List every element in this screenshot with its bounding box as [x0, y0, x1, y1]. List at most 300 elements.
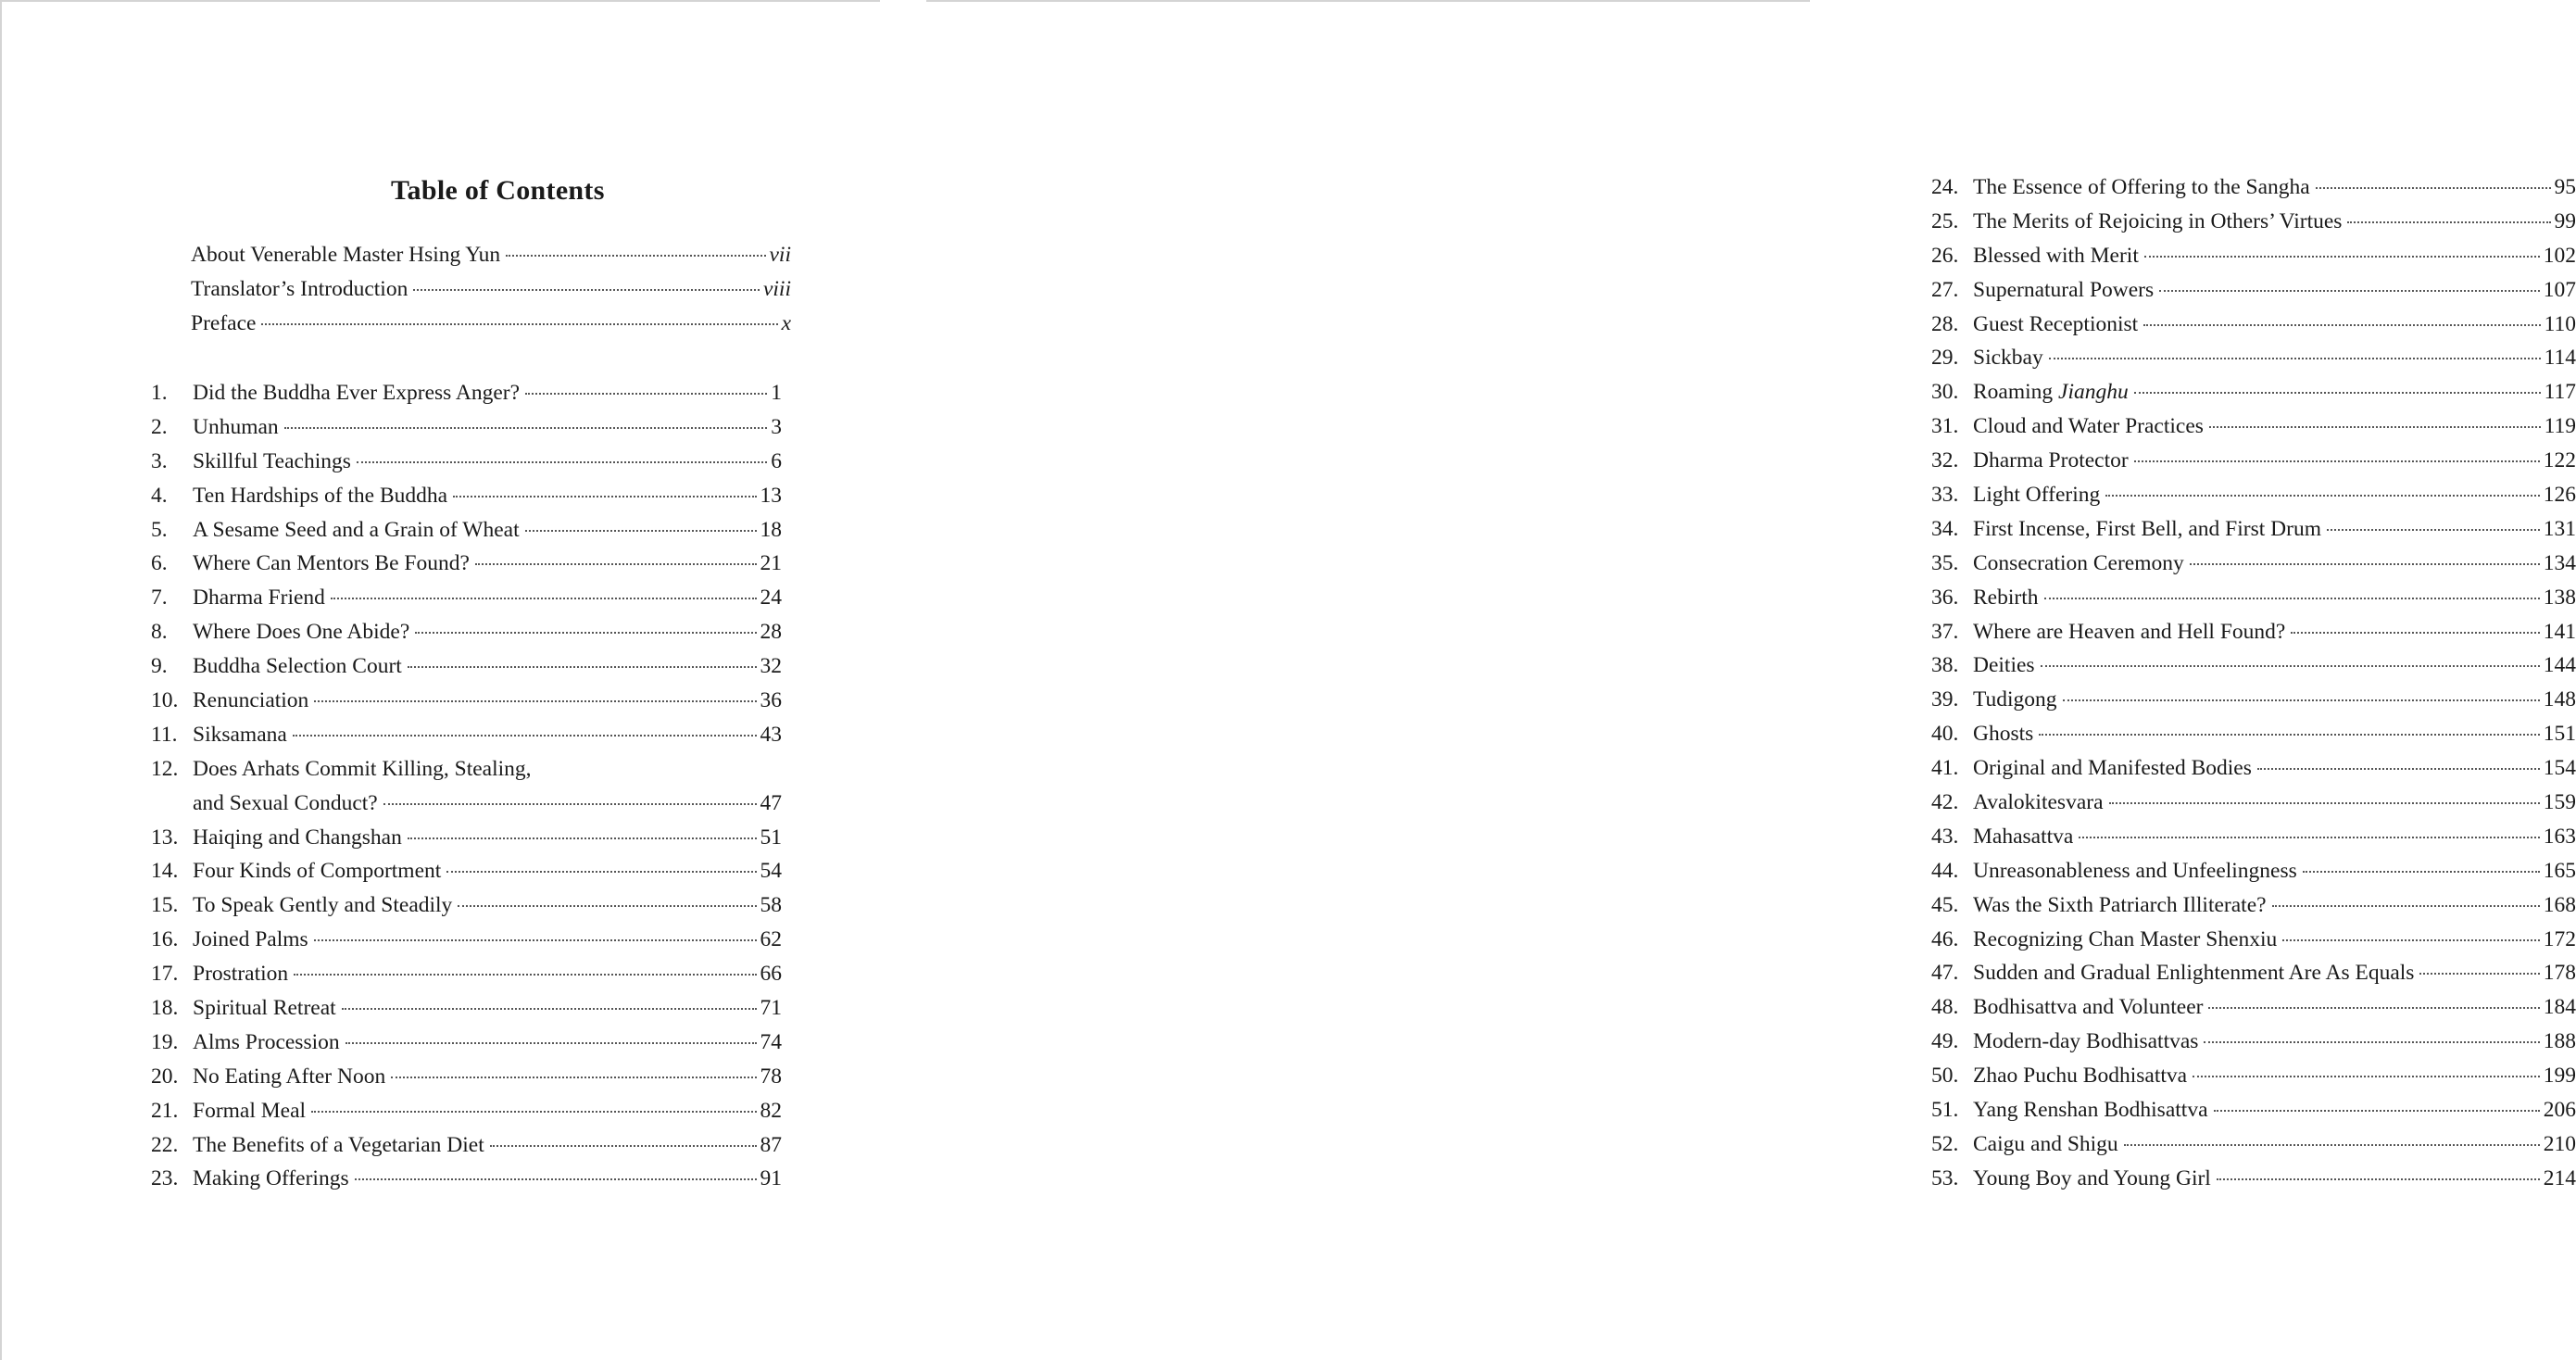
dot-leader: [2282, 939, 2539, 941]
entry-title-text: Mahasattva: [1973, 824, 2074, 849]
dot-leader: [261, 323, 777, 325]
dot-leader: [408, 837, 757, 839]
entry-title-text: Deities: [1973, 653, 2035, 678]
chapter-list-left: [151, 381, 782, 1201]
toc-entry[interactable]: [1931, 414, 2576, 448]
entry-title: [193, 449, 351, 474]
dot-leader: [342, 1008, 757, 1010]
page-number: 117: [2544, 380, 2576, 405]
toc-entry[interactable]: [1931, 244, 2576, 278]
dot-leader: [2134, 460, 2540, 462]
page-number: 28: [760, 620, 782, 645]
entry-title-text: Dharma Friend: [193, 586, 325, 611]
dot-leader: [453, 496, 756, 497]
toc-entry[interactable]: [1931, 893, 2576, 927]
toc-entry[interactable]: [151, 1030, 782, 1064]
page-number: 99: [2554, 208, 2576, 233]
entry-number: 26.: [1931, 243, 1959, 268]
page-number: 87: [760, 1132, 782, 1157]
entry-number: 22.: [151, 1132, 179, 1157]
entry-title: [193, 518, 520, 543]
entry-title: [1973, 995, 2203, 1020]
dot-leader: [2044, 598, 2540, 599]
entry-number: 47.: [1931, 961, 1959, 986]
entry-title-text: No Eating After Noon: [193, 1064, 386, 1089]
entry-title: [1973, 1098, 2208, 1123]
page-number: 154: [2543, 756, 2576, 781]
page-number: 178: [2543, 961, 2576, 986]
entry-title-text: Roaming: [1973, 380, 2059, 405]
entry-number: 39.: [1931, 687, 1959, 712]
page-number: 122: [2543, 448, 2576, 473]
entry-number: 43.: [1931, 824, 1959, 849]
entry-title-text: Young Boy and Young Girl: [1973, 1165, 2211, 1190]
entry-title-text: Rebirth: [1973, 585, 2039, 610]
entry-number: 37.: [1931, 619, 1959, 644]
dot-leader: [2143, 324, 2540, 326]
page-number: 131: [2543, 516, 2576, 541]
toc-entry[interactable]: [151, 415, 782, 449]
dot-leader: [2208, 1007, 2539, 1009]
entry-number: 15.: [151, 893, 179, 918]
entry-title-text: Ghosts: [1973, 722, 2034, 747]
toc-entry[interactable]: [1931, 175, 2576, 209]
entry-title-text: Renunciation: [193, 688, 309, 713]
page-number: vii: [769, 243, 791, 267]
dot-leader: [311, 1111, 756, 1113]
dot-leader: [346, 1042, 757, 1044]
toc-entry[interactable]: [1931, 859, 2576, 893]
entry-title: [193, 1099, 306, 1124]
entry-title: [1973, 859, 2297, 884]
dot-leader: [2079, 837, 2539, 838]
toc-entry[interactable]: [151, 893, 782, 927]
entry-title-text: Haiqing and Changshan: [193, 825, 402, 850]
page-number: 159: [2543, 790, 2576, 815]
page-number: 74: [760, 1029, 782, 1054]
entry-title-text: Four Kinds of Comportment: [193, 859, 442, 884]
entry-title: About Venerable Master Hsing Yun: [191, 243, 501, 267]
entry-title: [1973, 312, 2138, 337]
entry-title-text: Ten Hardships of the Buddha: [193, 483, 448, 508]
page-number: x: [781, 310, 791, 335]
entry-number: 51.: [1931, 1098, 1959, 1123]
entry-number: 27.: [1931, 277, 1959, 302]
toc-entry[interactable]: [151, 962, 782, 996]
entry-title-text: The Essence of Offering to the Sangha: [1973, 175, 2310, 199]
toc-entry[interactable]: [151, 449, 782, 484]
dot-leader: [2134, 392, 2541, 394]
entry-title: [193, 1064, 385, 1089]
entry-number: 18.: [151, 996, 179, 1021]
entry-title: [1973, 551, 2184, 576]
entry-title: Preface: [191, 310, 257, 335]
toc-entry[interactable]: [151, 859, 782, 893]
toc-entry[interactable]: [1931, 995, 2576, 1029]
toc-entry[interactable]: [1931, 1166, 2576, 1201]
toc-entry[interactable]: [151, 1099, 782, 1133]
page-number: 36: [760, 688, 782, 713]
entry-title: [1973, 687, 2057, 712]
right-page: [926, 0, 2576, 1360]
entry-title-text: Unhuman: [193, 414, 279, 439]
entry-title: [193, 415, 279, 440]
page-title: Table of Contents: [391, 175, 605, 206]
toc-entry[interactable]: [1931, 722, 2576, 756]
entry-title: [1973, 825, 2073, 850]
entry-title-text: Alms Procession: [193, 1029, 340, 1054]
dot-leader: [314, 700, 756, 702]
entry-title: [193, 484, 447, 509]
page-number: 21: [760, 551, 782, 576]
page-number: 18: [760, 517, 782, 542]
entry-title: [1973, 448, 2129, 473]
dot-leader: [490, 1145, 757, 1147]
entry-title: [1973, 209, 2342, 234]
entry-title: [1973, 244, 2139, 269]
toc-entry[interactable]: [1931, 687, 2576, 722]
entry-title-text: Joined Palms: [193, 927, 308, 952]
entry-title-text: Prostration: [193, 962, 289, 987]
entry-title-text: Consecration Ceremony: [1973, 550, 2184, 575]
dot-leader: [446, 871, 756, 873]
dot-leader: [314, 939, 757, 941]
entry-title-text: Skillful Teachings: [193, 448, 351, 473]
entry-number: 30.: [1931, 380, 1959, 405]
dot-leader: [2419, 973, 2539, 975]
page-number: 134: [2543, 550, 2576, 575]
entry-title: [1973, 278, 2154, 303]
page-number: 43: [760, 722, 782, 747]
toc-entry[interactable]: [151, 723, 782, 757]
entry-number: 44.: [1931, 858, 1959, 883]
toc-entry[interactable]: [1931, 927, 2576, 962]
entry-number: 13.: [151, 825, 179, 850]
dot-leader: [2063, 699, 2540, 701]
entry-title-text: Dharma Protector: [1973, 448, 2129, 473]
toc-entry[interactable]: [151, 927, 782, 962]
entry-title: [193, 859, 441, 884]
page-number: 119: [2544, 414, 2576, 439]
toc-entry[interactable]: [151, 484, 782, 518]
toc-entry[interactable]: [1931, 517, 2576, 551]
entry-title-text: Was the Sixth Patriarch Illiterate?: [1973, 892, 2267, 917]
toc-entry[interactable]: [151, 586, 782, 620]
entry-number: 11.: [151, 722, 178, 747]
page-number: 47: [760, 790, 782, 815]
entry-title-text: Making Offerings: [193, 1166, 349, 1191]
entry-title-text: Cloud and Water Practices: [1973, 414, 2204, 439]
entry-title: [193, 620, 409, 645]
toc-entry[interactable]: [151, 1166, 782, 1201]
page-number: 3: [771, 414, 782, 439]
entry-title-text: Yang Renshan Bodhisattva: [1973, 1098, 2208, 1123]
toc-entry[interactable]: [151, 620, 782, 654]
entry-title-continued: and Sexual Conduct?: [193, 790, 378, 815]
entry-title: [1973, 586, 2039, 611]
entry-title-text: To Speak Gently and Steadily: [193, 893, 453, 918]
dot-leader: [2193, 1076, 2540, 1077]
toc-entry[interactable]: [151, 518, 782, 552]
page-number: 71: [760, 996, 782, 1021]
page-number: 54: [760, 859, 782, 884]
page-number: 165: [2543, 858, 2576, 883]
left-page: [0, 0, 880, 1360]
entry-number: 50.: [1931, 1064, 1959, 1089]
page-number: 110: [2544, 311, 2576, 336]
toc-entry[interactable]: [151, 654, 782, 688]
page-number: 82: [760, 1098, 782, 1123]
toc-entry[interactable]: [1931, 380, 2576, 414]
page-number: 51: [760, 825, 782, 850]
page-number: viii: [762, 276, 791, 301]
toc-entry[interactable]: [191, 311, 791, 346]
entry-title: [1973, 1132, 2118, 1157]
toc-entry[interactable]: [151, 757, 782, 791]
entry-number: 46.: [1931, 926, 1959, 951]
entry-number: 4.: [151, 483, 168, 508]
toc-entry[interactable]: [1931, 961, 2576, 995]
entry-title: [1973, 1029, 2198, 1054]
toc-entry[interactable]: [151, 825, 782, 860]
dot-leader: [2190, 563, 2540, 565]
toc-entry[interactable]: [1931, 1132, 2576, 1166]
dot-leader: [2214, 1110, 2540, 1112]
entry-title-text: Spiritual Retreat: [193, 996, 336, 1021]
toc-entry[interactable]: [151, 688, 782, 723]
toc-entry[interactable]: [151, 551, 782, 586]
entry-number: 28.: [1931, 311, 1959, 336]
entry-number: 34.: [1931, 516, 1959, 541]
toc-entry[interactable]: [1931, 586, 2576, 620]
entry-number: 14.: [151, 859, 179, 884]
page-number: 126: [2543, 483, 2576, 508]
page-number: 144: [2543, 653, 2576, 678]
dot-leader: [506, 255, 765, 257]
page-number: 91: [760, 1166, 782, 1191]
dot-leader: [2327, 529, 2540, 531]
toc-entry[interactable]: [1931, 620, 2576, 654]
entry-title: [1973, 927, 2277, 952]
toc-entry[interactable]: [151, 1064, 782, 1099]
page-number: 206: [2543, 1098, 2576, 1123]
entry-number: 20.: [151, 1064, 179, 1089]
dot-leader: [294, 974, 756, 976]
dot-leader: [2124, 1144, 2540, 1146]
entry-title-text: Light Offering: [1973, 483, 2101, 508]
entry-number: 31.: [1931, 414, 1959, 439]
entry-number: 38.: [1931, 653, 1959, 678]
entry-number: 12.: [151, 756, 179, 781]
dot-leader: [2303, 871, 2540, 873]
dot-leader: [2105, 495, 2539, 497]
toc-entry[interactable]: [1931, 1098, 2576, 1132]
toc-entry[interactable]: [1931, 483, 2576, 517]
page-number: 141: [2543, 619, 2576, 644]
page-number: 184: [2543, 995, 2576, 1020]
entry-number: 24.: [1931, 175, 1959, 199]
page-number: 199: [2543, 1064, 2576, 1089]
entry-title-text: Tudigong: [1973, 687, 2057, 712]
page-number: 151: [2543, 722, 2576, 747]
entry-title-text: Buddha Selection Court: [193, 654, 402, 679]
entry-title-text: Recognizing Chan Master Shenxiu: [1973, 926, 2278, 951]
page-number: 13: [760, 483, 782, 508]
entry-number: 5.: [151, 517, 168, 542]
entry-title: [193, 551, 470, 576]
entry-number: 40.: [1931, 722, 1959, 747]
entry-title: [1973, 620, 2285, 645]
dot-leader: [408, 666, 757, 668]
entry-title-text: Avalokitesvara: [1973, 790, 2104, 815]
entry-title: [1973, 380, 2129, 405]
page-number: 138: [2543, 585, 2576, 610]
page-number: 62: [760, 927, 782, 952]
dot-leader: [413, 289, 760, 291]
entry-number: 45.: [1931, 892, 1959, 917]
toc-entry[interactable]: [151, 996, 782, 1030]
dot-leader: [525, 530, 757, 532]
entry-title: [1973, 1064, 2187, 1089]
entry-number: 33.: [1931, 483, 1959, 508]
dot-leader: [284, 427, 768, 429]
toc-entry[interactable]: [1931, 1064, 2576, 1098]
toc-entry[interactable]: [1931, 346, 2576, 380]
dot-leader: [355, 1178, 757, 1180]
toc-entry[interactable]: [151, 381, 782, 415]
dot-leader: [2316, 187, 2551, 189]
entry-title: [193, 381, 520, 406]
toc-entry[interactable]: [1931, 825, 2576, 859]
entry-number: 9.: [151, 654, 168, 679]
entry-number: 8.: [151, 620, 168, 645]
dot-leader: [2291, 632, 2539, 634]
page-number: 78: [760, 1064, 782, 1089]
toc-entry[interactable]: [1931, 551, 2576, 586]
dot-leader: [2209, 426, 2541, 428]
page-number: 1: [771, 381, 782, 405]
entry-title: [1973, 346, 2043, 371]
entry-title: [193, 962, 288, 987]
toc-entry[interactable]: [1931, 756, 2576, 790]
entry-title-text: Original and Manifested Bodies: [1973, 756, 2252, 781]
entry-number: 52.: [1931, 1131, 1959, 1156]
entry-title-text: Did the Buddha Ever Express Anger?: [193, 381, 521, 405]
entry-title: [1973, 517, 2321, 542]
entry-title: [1973, 483, 2100, 508]
dot-leader: [391, 1077, 756, 1078]
toc-entry[interactable]: [1931, 1029, 2576, 1064]
entry-number: 10.: [151, 688, 179, 713]
page-number: 66: [760, 962, 782, 987]
entry-title-text: Caigu and Shigu: [1973, 1131, 2118, 1156]
page-number: 58: [760, 893, 782, 918]
entry-title-italic: Jianghu: [2058, 380, 2129, 405]
page-number: 210: [2543, 1131, 2576, 1156]
entry-number: 53.: [1931, 1165, 1959, 1190]
dot-leader: [2272, 905, 2540, 907]
entry-title-text: Zhao Puchu Bodhisattva: [1973, 1064, 2188, 1089]
toc-entry[interactable]: [1931, 278, 2576, 312]
entry-title: [1973, 790, 2104, 815]
entry-title: Does Arhats Commit Killing, Stealing,: [193, 756, 532, 781]
entry-title-text: Formal Meal: [193, 1098, 307, 1123]
dot-leader: [2257, 768, 2540, 770]
page-number: 24: [760, 586, 782, 611]
entry-title: [1973, 414, 2204, 439]
entry-title: [1973, 653, 2035, 678]
dot-leader: [2217, 1178, 2540, 1180]
dot-leader: [2144, 256, 2540, 258]
dot-leader: [2049, 358, 2541, 359]
entry-title: Translator’s Introduction: [191, 276, 408, 301]
entry-title-text: Blessed with Merit: [1973, 243, 2139, 268]
dot-leader: [2159, 290, 2540, 292]
entry-title-text: Sudden and Gradual Enlightenment Are As Equals: [1973, 961, 2415, 986]
page-number: 95: [2554, 175, 2576, 199]
entry-title: [193, 825, 402, 850]
entry-number: 48.: [1931, 995, 1959, 1020]
page-number: 107: [2543, 277, 2576, 302]
page-number: 188: [2543, 1029, 2576, 1054]
dot-leader: [383, 803, 757, 805]
entry-number: 1.: [151, 381, 168, 405]
toc-entry[interactable]: [1931, 448, 2576, 483]
entry-number: 16.: [151, 927, 179, 952]
page-number: 172: [2543, 926, 2576, 951]
entry-title: [1973, 1166, 2211, 1191]
toc-entry[interactable]: [191, 277, 791, 311]
toc-entry[interactable]: [1931, 209, 2576, 244]
entry-title: [193, 1133, 484, 1158]
entry-number: 7.: [151, 586, 168, 611]
dot-leader: [475, 563, 757, 565]
toc-entry[interactable]: [1931, 653, 2576, 687]
entry-title-text: Where Can Mentors Be Found?: [193, 551, 470, 576]
entry-number: 2.: [151, 414, 168, 439]
dot-leader: [2347, 221, 2550, 223]
entry-number: 32.: [1931, 448, 1959, 473]
entry-number: 29.: [1931, 346, 1959, 371]
page-number: 102: [2543, 243, 2576, 268]
entry-title: [193, 996, 336, 1021]
entry-title-text: Supernatural Powers: [1973, 277, 2155, 302]
entry-title-text: First Incense, First Bell, and First Drum: [1973, 516, 2321, 541]
entry-title-text: Where Does One Abide?: [193, 620, 410, 645]
toc-entry[interactable]: [1931, 312, 2576, 346]
entry-title: [193, 723, 287, 748]
dot-leader: [2204, 1041, 2539, 1043]
toc-entry-continuation: [151, 791, 782, 825]
entry-title: [1973, 961, 2414, 986]
entry-title: [1973, 756, 2252, 781]
entry-number: 17.: [151, 962, 179, 987]
toc-entry[interactable]: [191, 243, 791, 277]
entry-title-text: Bodhisattva and Volunteer: [1973, 995, 2204, 1020]
toc-entry[interactable]: [1931, 790, 2576, 825]
entry-title-text: Guest Receptionist: [1973, 311, 2139, 336]
entry-number: 23.: [151, 1166, 179, 1191]
entry-title-text: The Merits of Rejoicing in Others’ Virtues: [1973, 208, 2343, 233]
entry-number: 6.: [151, 551, 168, 576]
entry-title: [1973, 722, 2033, 747]
entry-number: 41.: [1931, 756, 1959, 781]
entry-title-text: Unreasonableness and Unfeelingness: [1973, 858, 2297, 883]
toc-entry[interactable]: [151, 1133, 782, 1167]
dot-leader: [331, 598, 757, 599]
page-number: 168: [2543, 892, 2576, 917]
entry-title: [193, 654, 402, 679]
